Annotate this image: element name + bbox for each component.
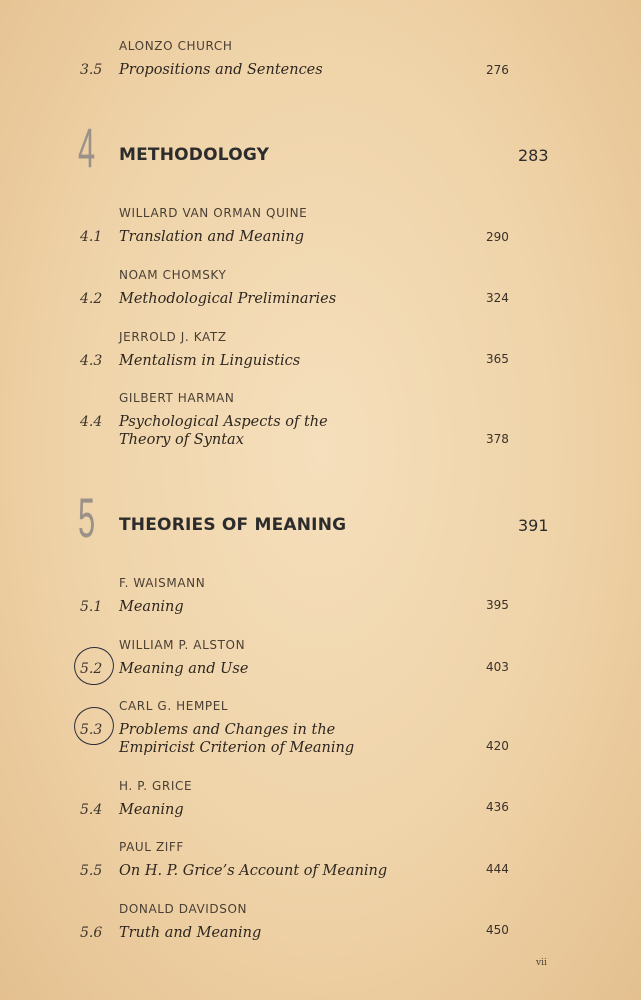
entry-number: 5.5 xyxy=(80,863,103,879)
entry-author: JERROLD J. KATZ xyxy=(119,330,227,344)
entry-author: H. P. GRICE xyxy=(119,779,193,793)
entry-author: NOAM CHOMSKY xyxy=(119,268,227,282)
entry-title: Meaning and Use xyxy=(119,661,249,677)
entry-title-line-2: Empiricist Criterion of Meaning xyxy=(119,740,355,756)
entry-title: Meaning xyxy=(119,802,184,818)
entry-title: Translation and Meaning xyxy=(119,229,304,245)
part-page-4: 283 xyxy=(518,146,549,165)
entry-page: 324 xyxy=(486,291,509,305)
entry-title: Methodological Preliminaries xyxy=(119,291,337,307)
entry-title: Meaning xyxy=(119,599,184,615)
entry-title: Problems and Changes in the xyxy=(119,722,336,738)
part-title-methodology: METHODOLOGY xyxy=(119,145,270,165)
part-number-5: 5 xyxy=(78,486,96,549)
entry-title: Psychological Aspects of the xyxy=(119,414,328,430)
entry-author: ALONZO CHURCH xyxy=(119,39,233,53)
entry-page: 276 xyxy=(486,63,509,77)
entry-author: GILBERT HARMAN xyxy=(119,391,235,405)
entry-title: Truth and Meaning xyxy=(119,925,262,941)
entry-author: DONALD DAVIDSON xyxy=(119,902,248,916)
entry-number: 4.1 xyxy=(80,229,103,245)
page-folio: vii xyxy=(536,958,547,968)
entry-page: 450 xyxy=(486,923,509,937)
entry-page: 436 xyxy=(486,800,509,814)
entry-page: 290 xyxy=(486,230,509,244)
entry-page: 378 xyxy=(486,432,509,446)
entry-page: 365 xyxy=(486,352,509,366)
entry-page: 395 xyxy=(486,598,509,612)
entry-number: 5.6 xyxy=(80,925,103,941)
entry-page: 444 xyxy=(486,862,509,876)
part-title-theories-of-meaning: THEORIES OF MEANING xyxy=(119,515,347,535)
entry-title-line-2: Theory of Syntax xyxy=(119,432,244,448)
entry-page: 420 xyxy=(486,739,509,753)
entry-title: Mentalism in Linguistics xyxy=(119,353,301,369)
entry-title: On H. P. Grice’s Account of Meaning xyxy=(119,863,388,879)
entry-page: 403 xyxy=(486,660,509,674)
entry-number: 4.3 xyxy=(80,353,103,369)
entry-number: 5.3 xyxy=(80,722,103,738)
entry-number: 5.4 xyxy=(80,802,103,818)
entry-author: F. WAISMANN xyxy=(119,576,206,590)
entry-number: 5.1 xyxy=(80,599,103,615)
entry-author: PAUL ZIFF xyxy=(119,840,184,854)
entry-author: WILLARD VAN ORMAN QUINE xyxy=(119,206,308,220)
entry-number: 5.2 xyxy=(80,661,103,677)
entry-author: CARL G. HEMPEL xyxy=(119,699,229,713)
part-page-5: 391 xyxy=(518,516,549,535)
entry-number: 3.5 xyxy=(80,62,103,78)
entry-number: 4.2 xyxy=(80,291,103,307)
entry-title: Propositions and Sentences xyxy=(119,62,323,78)
entry-number: 4.4 xyxy=(80,414,103,430)
entry-author: WILLIAM P. ALSTON xyxy=(119,638,246,652)
part-number-4: 4 xyxy=(78,116,96,179)
